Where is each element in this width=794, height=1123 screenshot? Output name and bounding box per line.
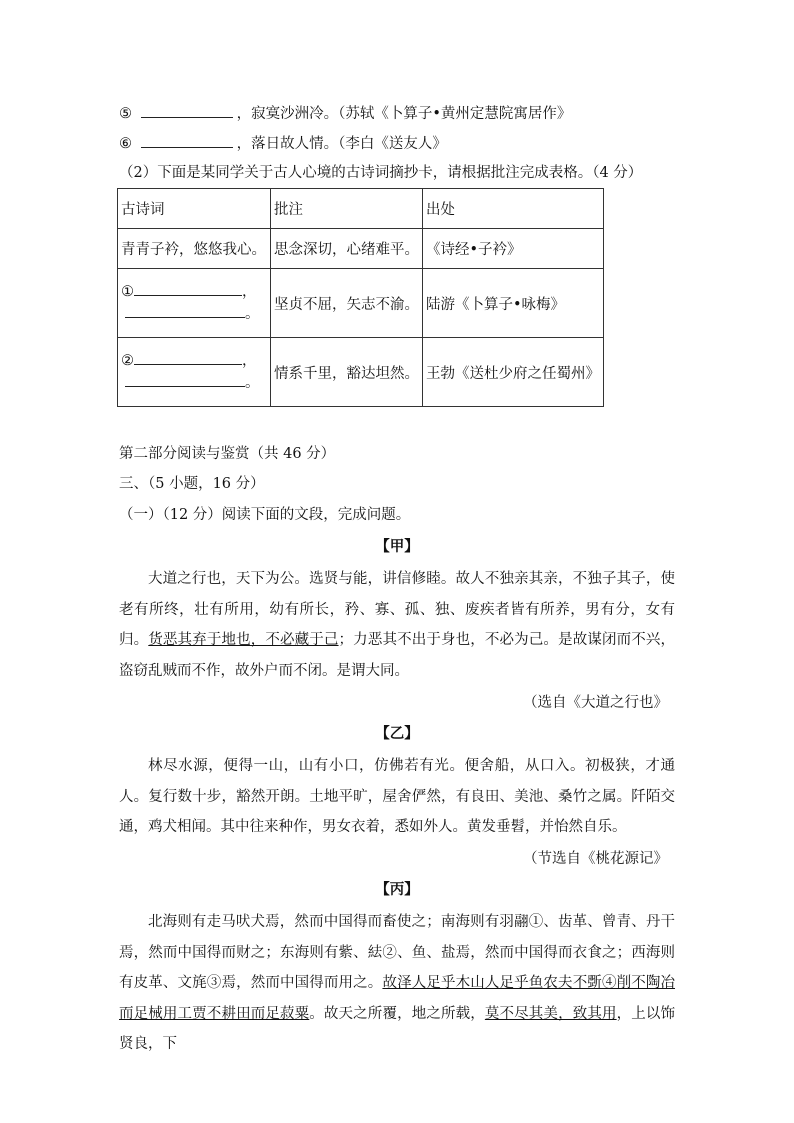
passage-bing-title: 【丙】 [375, 881, 419, 898]
answer-blank[interactable] [134, 281, 242, 296]
underlined-phrase: 莫不尽其美，致其用 [484, 1005, 617, 1022]
section3-heading: 三、（5 小题，16 分） [119, 476, 265, 492]
header-note: 批注 [271, 189, 423, 229]
part2-title: 第二部分阅读与鉴赏（共 46 分） [119, 446, 336, 462]
item-number: ② [121, 353, 134, 369]
header-source: 出处 [423, 189, 604, 229]
header-poem: 古诗词 [118, 189, 271, 229]
passage-yi: 林尽水源，便得一山，山有小口，仿佛若有光。便舍船，从口入。初极狭，才通人。复行数十步，豁然开朗。土地平旷，屋舍俨然，有良田、美池、桑竹之属。阡陌交通，鸡犬相闻。其中往来种作，男女衣着，悉如外人。黄发垂髫，并怡然自乐。 [119, 758, 675, 835]
passage-jia: 大道之行也，天下为公。选贤与能，讲信修睦。故人不独亲其亲，不独子其子，使老有所终，壮有所用，幼有所长，矜、寡、孤、独、废疾者皆有所养，男有分，女有归。货恶其弃于地也，不必藏于己；力恶其不出于身也，不必为己。是故谋闭而不兴，盗窃乱贼而不作，故外户而不闭。是谓大同。 [119, 571, 676, 679]
item-number: ① [121, 284, 134, 300]
row3-note: 情系千里，豁达坦然。 [271, 338, 423, 407]
row2-note: 坚贞不屈，矢志不渝。 [271, 269, 423, 338]
question-2: （2）下面是某同学关于古人心境的古诗词摘抄卡，请根据批注完成表格。（4 分） [119, 165, 643, 181]
answer-blank[interactable] [125, 303, 245, 318]
item-number: ⑥ [119, 136, 132, 152]
row1-poem: 青青子衿，悠悠我心。 [118, 229, 271, 269]
fill-line-6 [119, 133, 447, 154]
underlined-sentence: 故泽人足乎木山人足乎鱼农夫不斲④削不陶冶而足械用工贾不耕田而足菽粟 [119, 975, 676, 1022]
passage-jia-title: 【甲】 [375, 538, 419, 555]
sub1-instruction: （一）（12 分）阅读下面的文段，完成问题。 [119, 507, 411, 523]
row1-source: 《诗经•子衿》 [423, 229, 604, 269]
underlined-sentence: 货恶其弃于地也，不必藏于己 [148, 632, 339, 648]
answer-blank[interactable] [141, 133, 233, 148]
fill-line-5 [119, 103, 571, 124]
item-number: ⑤ [119, 106, 132, 122]
answer-blank[interactable] [134, 350, 242, 365]
row1-note: 思念深切，心绪难平。 [271, 229, 423, 269]
row2-poem: ① ， 。 [118, 269, 271, 338]
passage-yi-title: 【乙】 [375, 725, 419, 742]
line-text: ，寂寞沙洲冷。（苏轼《卜算子•黄州定慧院寓居作》 [236, 106, 572, 122]
passage-jia-source: （选自《大道之行也》 [523, 695, 668, 711]
row3-poem: ② ， 。 [118, 338, 271, 407]
line-text: ，落日故人情。（李白《送友人》 [236, 136, 447, 152]
answer-blank[interactable] [141, 103, 233, 118]
passage-yi-source: （节选自《桃花源记》 [523, 851, 668, 867]
row3-source: 王勃《送杜少府之任蜀州》 [423, 338, 604, 407]
row2-source: 陆游《卜算子•咏梅》 [423, 269, 604, 338]
answer-blank[interactable] [125, 372, 245, 387]
excerpt-card-table [117, 188, 604, 407]
passage-bing: 北海则有走马吠犬焉，然而中国得而畜使之；南海则有羽翮①、齿革、曾青、丹干焉，然而中国得而财之；东海则有紫、紶②、鱼、盐焉，然而中国得而衣食之；西海则有皮革、文旄③焉，然而中国得而用之。故泽人足乎木山人足乎鱼农夫不斲④削不陶冶而足械用工贾不耕田而足菽粟。故天之所覆，地之所载，莫不尽其美，致其用，上以饰贤良，下 [119, 914, 676, 1052]
